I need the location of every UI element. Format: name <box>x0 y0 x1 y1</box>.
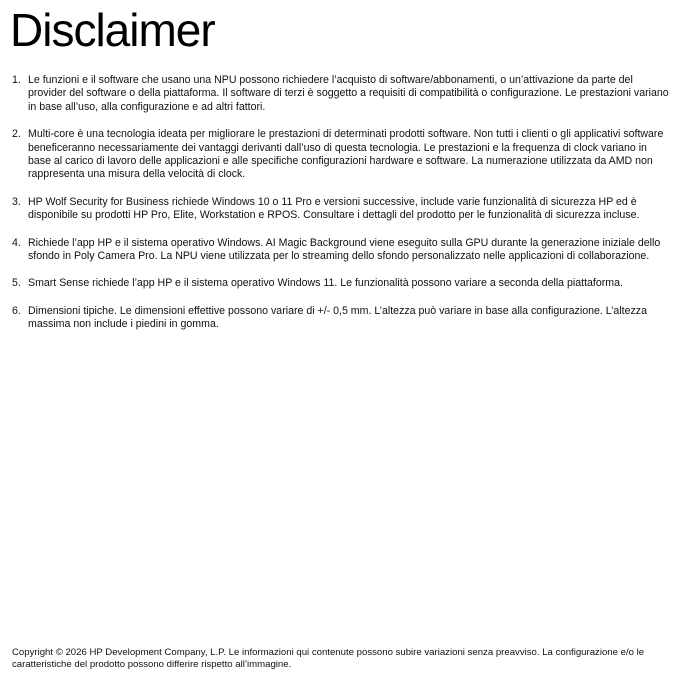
disclaimer-list <box>12 74 670 346</box>
disclaimer-item <box>12 74 670 114</box>
disclaimer-item <box>12 128 670 182</box>
copyright-footer: Copyright © 2026 HP Development Company, L.P. Le informazioni qui contenute possono subire variazioni senza preavviso. La configurazione e/o le caratteristiche del prodotto possono differire rispetto all’immagine. <box>12 647 645 670</box>
disclaimer-number: 5. <box>12 277 21 290</box>
disclaimer-number: 4. <box>12 236 21 249</box>
disclaimer-item <box>12 196 670 223</box>
disclaimer-number: 6. <box>12 304 21 317</box>
disclaimer-text: Dimensioni tipiche. Le dimensioni effettive possono variare di +/- 0,5 mm. L’altezza può variare in base alla configurazione. L’altezza massima non include i piedini in gomma. <box>28 304 647 331</box>
disclaimer-number: 3. <box>12 195 21 208</box>
disclaimer-item <box>12 305 670 332</box>
disclaimer-number: 2. <box>12 128 21 141</box>
page-title: Disclaimer <box>10 4 215 56</box>
disclaimer-text: Le funzioni e il software che usano una NPU possono richiedere l’acquisto di software/abbonamenti, o un’attivazione da parte del provider del software o della piattaforma. Il software di terzi è soggetto a requisiti di compatibilità o configurazione. Le prestazioni variano in base all’uso, alla configurazione e ad altri fattori. <box>28 74 669 113</box>
disclaimer-text: Richiede l’app HP e il sistema operativo Windows. AI Magic Background viene eseguito sulla GPU durante la generazione iniziale dello sfondo in Poly Camera Pro. La NPU viene utilizzata per lo streaming dello sfondo personalizzato nelle applicazioni di collaborazione. <box>28 236 661 263</box>
disclaimer-text: Multi-core è una tecnologia ideata per migliorare le prestazioni di determinati prodotti software. Non tutti i clienti o gli applicativi software beneficeranno necessariamente dei vantaggi derivanti dall’uso di questa tecnologia. Le prestazioni e la frequenza di clock variano in base al carico di lavoro delle applicazioni e alle specifiche configurazioni hardware e software. La numerazione utilizzata da AMD non rappresenta una misura della velocità di clock. <box>28 128 664 181</box>
disclaimer-item <box>12 277 670 290</box>
disclaimer-item <box>12 237 670 264</box>
disclaimer-text: Smart Sense richiede l’app HP e il sistema operativo Windows 11. Le funzionalità possono variare a seconda della piattaforma. <box>28 277 623 290</box>
disclaimer-text: HP Wolf Security for Business richiede Windows 10 o 11 Pro e versioni successive, include varie funzionalità di sicurezza HP ed è disponibile su prodotti HP Pro, Elite, Workstation e RPOS. Consultare i dettagli del prodotto per le funzionalità di sicurezza incluse. <box>28 195 640 222</box>
disclaimer-number: 1. <box>12 74 21 86</box>
